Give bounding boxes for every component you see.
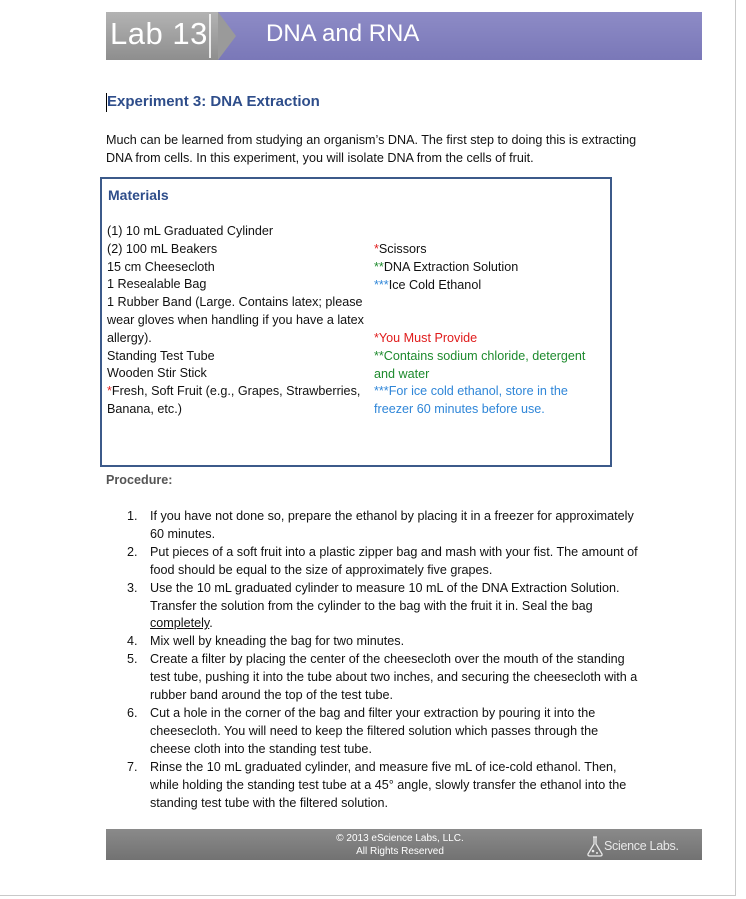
procedure-title: Procedure:: [106, 473, 173, 487]
lab-divider: [209, 14, 211, 58]
copyright-text: © 2013 eScience Labs, LLC.: [336, 833, 464, 844]
arrow-icon: [218, 12, 236, 60]
materials-left-list: [107, 223, 375, 419]
fruit-item-text: Fresh, Soft Fruit (e.g., Grapes, Strawberries, Banana, etc.): [107, 384, 361, 416]
material-item: **DNA Extraction Solution: [374, 259, 519, 274]
procedure-step: 4. Mix well by kneading the bag for two minutes.: [127, 634, 405, 649]
lab-title: DNA and RNA: [266, 20, 420, 47]
emphasis-completely: completely: [150, 616, 210, 631]
note-you-must-provide: *You Must Provide: [374, 330, 478, 345]
escience-logo: [586, 835, 696, 857]
materials-title: Materials: [108, 187, 169, 203]
material-item: Wooden Stir Stick: [107, 366, 207, 381]
material-item: (1) 10 mL Graduated Cylinder: [107, 224, 274, 238]
logo-text: Science Labs.: [604, 839, 679, 853]
materials-right-list: [374, 241, 604, 419]
procedure-step: 6. Cut a hole in the corner of the bag and filter your extraction by pouring it into the cheesecloth. You will need to keep the filtered solution which passes through the cheese cloth into the standing test tube.: [127, 705, 599, 756]
ethanol-marker: ***: [374, 277, 389, 292]
experiment-title: Experiment 3: DNA Extraction: [107, 93, 320, 110]
material-item: ***Ice Cold Ethanol: [374, 277, 482, 292]
procedure-step: 2. Put pieces of a soft fruit into a plastic zipper bag and mash with your fist. The amount of food should be equal to the size of approximately five grapes.: [127, 544, 638, 577]
materials-box: [100, 177, 612, 467]
provide-marker: *: [374, 242, 379, 256]
experiment-intro: Much can be learned from studying an organism’s DNA. The first step to doing this is extracting DNA from cells. In this experiment, you will isolate DNA from the cells of fruit.: [106, 133, 637, 165]
procedure-step: 1. If you have not done so, prepare the ethanol by placing it in a freezer for approximately 60 minutes.: [127, 509, 634, 541]
material-item-fruit: [107, 383, 375, 419]
page-footer: [106, 829, 702, 860]
note-ethanol: ***For ice cold ethanol, store in the freezer 60 minutes before use.: [374, 384, 568, 417]
material-item: Standing Test Tube: [107, 348, 215, 363]
provide-marker: *: [107, 384, 112, 399]
procedure-step: 5. Create a filter by placing the center of the cheesecloth over the mouth of the standing test tube, pushing it into the tube about two inches, and securing the cheesecloth with a rubber band around the top of the test tube.: [127, 652, 638, 703]
material-item: 1 Resealable Bag: [107, 277, 207, 292]
flask-icon: [586, 835, 604, 857]
lab-number-box: [106, 12, 218, 60]
material-item: 15 cm Cheesecloth: [107, 259, 215, 274]
procedure-list: [124, 508, 639, 812]
procedure-step: 7. Rinse the 10 mL graduated cylinder, and measure five mL of ice-cold ethanol. Then, while holding the standing test tube at a 45° angle, slowly transfer the ethanol into the standing test tube with the filtered solution.: [127, 759, 627, 810]
material-item: *Scissors: [374, 242, 427, 256]
material-item: 1 Rubber Band (Large. Contains latex; please wear gloves when handling if you have a latex allergy).: [107, 295, 364, 345]
note-contains: **Contains sodium chloride, detergent and water: [374, 348, 586, 381]
rights-text: All Rights Reserved: [356, 846, 444, 857]
contains-marker: **: [374, 259, 384, 274]
lab-label: Lab 13: [110, 16, 208, 51]
material-item: (2) 100 mL Beakers: [107, 241, 218, 256]
header-banner: [106, 12, 702, 60]
procedure-step: 3. Use the 10 mL graduated cylinder to measure 10 mL of the DNA Extraction Solution. Transfer the solution from the cylinder to the bag with the fruit it in. Seal the bag completely.: [127, 580, 620, 631]
